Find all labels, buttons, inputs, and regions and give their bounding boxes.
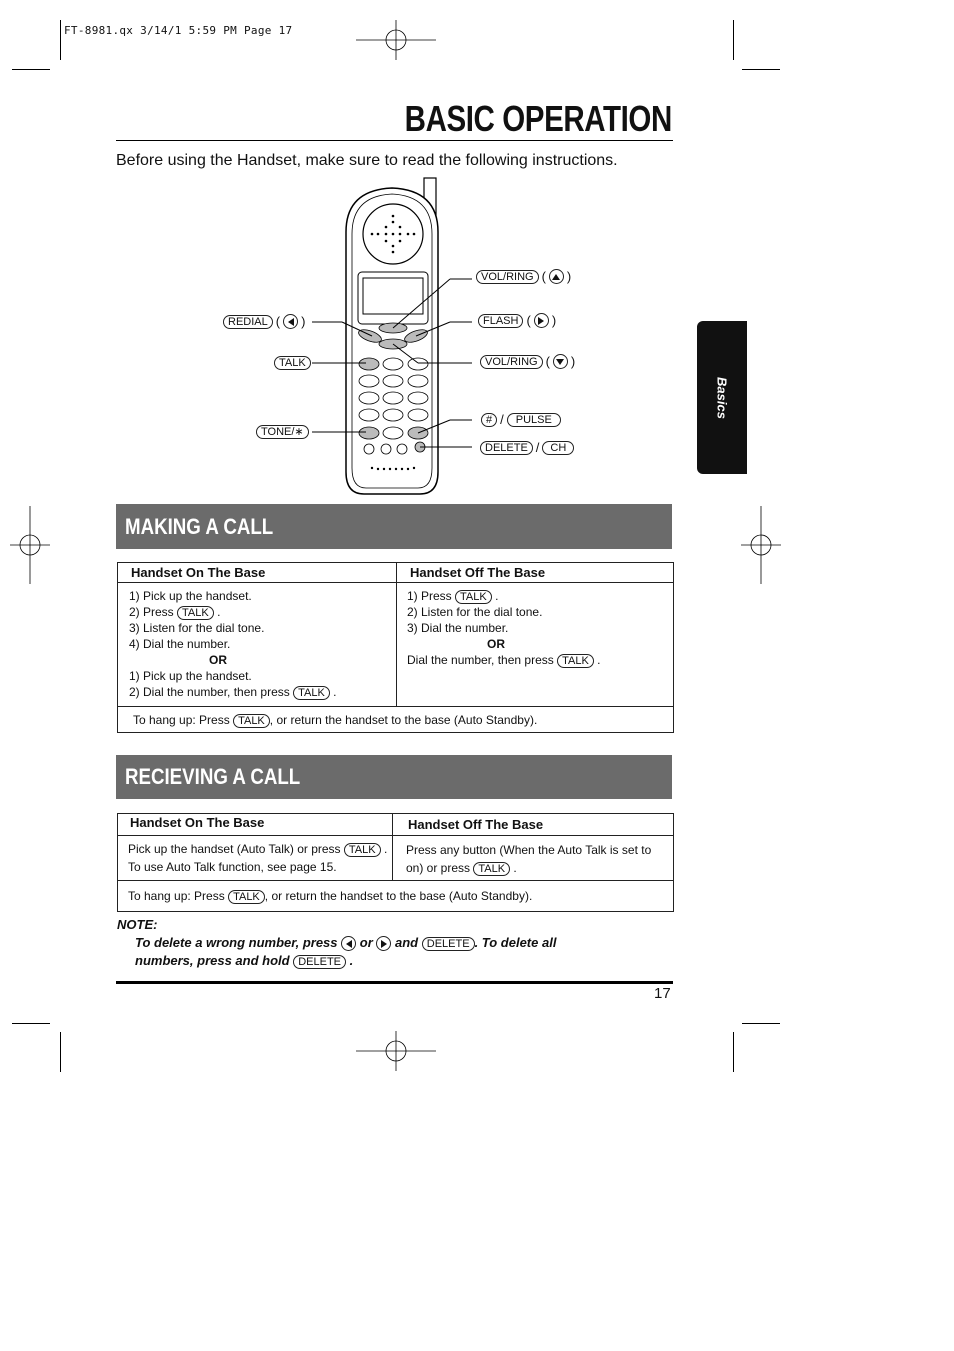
making-call-hangup: To hang up: Press TALK , or return the handset to the base (Auto Standby). [133, 713, 538, 727]
callout-hash-pulse: # / PULSE [481, 412, 561, 427]
right-arrow-icon [534, 313, 549, 328]
tone-key: TONE/∗ [256, 425, 309, 439]
receiving-call-table [117, 813, 674, 912]
up-arrow-icon [549, 269, 564, 284]
delete-key: DELETE [480, 441, 533, 455]
intro-text: Before using the Handset, make sure to read the following instructions. [116, 152, 618, 169]
receiving-call-hangup: To hang up: Press TALK , or return the handset to the base (Auto Standby). [128, 889, 533, 903]
making-call-col1-header: Handset On The Base [131, 565, 266, 580]
receiving-call-banner [116, 755, 672, 799]
note-body: To delete a wrong number, press or and DELETE . To delete all numbers, press and hold DELETE . [135, 935, 557, 968]
registration-mark-left [10, 506, 50, 584]
registration-mark-top [356, 20, 436, 60]
bottom-rule [116, 981, 673, 984]
title-rule [116, 140, 673, 141]
making-call-title: MAKING A CALL [125, 513, 274, 539]
talk-key: TALK [274, 356, 311, 370]
callout-delete-ch: DELETE / CH [480, 440, 574, 455]
hash-key: # [481, 413, 497, 427]
making-call-table [117, 562, 674, 733]
making-call-banner [116, 504, 672, 549]
vol-ring-key-up: VOL/RING [476, 270, 539, 284]
side-tab-label: Basics [714, 376, 730, 419]
note-title: NOTE: [117, 917, 158, 932]
callout-tone [256, 425, 309, 439]
making-call-col2-header: Handset Off The Base [410, 565, 546, 580]
print-header: FT-8981.qx 3/14/1 5:59 PM Page 17 [64, 24, 293, 37]
page-number: 17 [654, 985, 671, 1002]
callout-flash: FLASH ( ) [478, 313, 556, 328]
making-call-col1: 1) Pick up the handset. 2) Press TALK . 3) Listen for the dial tone. 4) Dial the number. OR 1) Pick up the handset. 2) Dial the number, then press TALK . [129, 589, 337, 699]
down-arrow-icon [553, 354, 568, 369]
right-arrow-icon [376, 936, 391, 951]
callout-talk [274, 356, 311, 370]
registration-mark-bottom [356, 1031, 436, 1071]
left-arrow-icon [283, 314, 298, 329]
callout-redial: REDIAL ( ) [223, 314, 305, 329]
pulse-key: PULSE [507, 413, 561, 427]
receiving-call-col1: Pick up the handset (Auto Talk) or press TALK . To use Auto Talk function, see page 15. [128, 842, 388, 874]
ch-key: CH [542, 441, 574, 455]
callout-vol-ring-up: VOL/RING ( ) [476, 269, 571, 284]
receiving-call-col2: Press any button (When the Auto Talk is set to on) or press TALK . [406, 843, 652, 875]
callout-vol-ring-down: VOL/RING ( ) [480, 354, 575, 369]
left-arrow-icon [341, 936, 356, 951]
vol-ring-key-down: VOL/RING [480, 355, 543, 369]
making-call-col2: 1) Press TALK . 2) Listen for the dial tone. 3) Dial the number. OR Dial the number, then press TALK . [407, 589, 601, 667]
redial-key: REDIAL [223, 315, 273, 329]
receiving-call-title: RECIEVING A CALL [125, 764, 301, 789]
registration-mark-right [741, 506, 781, 584]
receiving-call-col1-header: Handset On The Base [130, 815, 265, 830]
page-title: BASIC OPERATION [404, 98, 672, 139]
receiving-call-col2-header: Handset Off The Base [408, 817, 544, 832]
side-tab [697, 321, 747, 474]
flash-key: FLASH [478, 314, 523, 328]
